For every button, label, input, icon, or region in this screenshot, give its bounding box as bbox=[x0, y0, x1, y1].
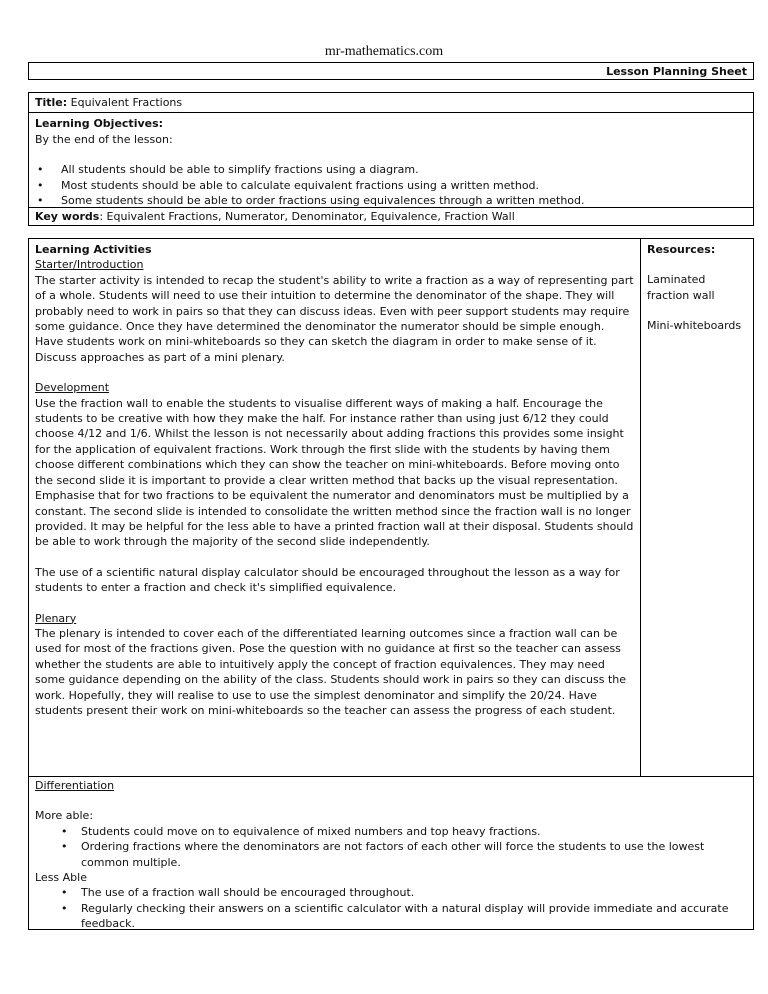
list-item: • All students should be able to simplify fractions using a diagram. bbox=[35, 162, 747, 178]
differentiation-section bbox=[28, 776, 754, 930]
less-able-label: Less Able bbox=[35, 871, 87, 885]
list-item: • The use of a fraction wall should be encouraged throughout. bbox=[35, 885, 747, 900]
resource-item: Mini-whiteboards bbox=[647, 319, 742, 333]
more-able-list bbox=[35, 824, 747, 870]
list-item: • Regularly checking their answers on a scientific calculator with a natural display will provide immediate and accurate feedback. bbox=[35, 901, 747, 932]
list-item: • Some students should be able to order fractions using equivalences through a written method. bbox=[35, 193, 747, 209]
objectives-heading: Learning Objectives: bbox=[35, 117, 164, 130]
site-header: mr-mathematics.com bbox=[324, 44, 444, 59]
keywords-row bbox=[29, 208, 753, 226]
activities-section bbox=[28, 238, 754, 777]
starter-text: The starter activity is intended to recap the student's ability to write a fraction as a way of representing part of a whole. Students will need to use their intuition to determine the denominator of the shape. They will probably need to work in pairs so that they can discuss ideas. Even with peer support students may require some guidance. Once they have determined the denominator the numerator should be simple enough. Have students work on mini-whiteboards so they can sketch the diagram in order to make sense of it. Discuss approaches as part of a mini plenary. bbox=[35, 273, 634, 364]
lesson-title: Equivalent Fractions bbox=[70, 96, 183, 109]
title-label: Title: bbox=[35, 96, 68, 109]
resources-column bbox=[641, 239, 753, 337]
development-heading: Development bbox=[35, 381, 110, 395]
keywords-label: Key words bbox=[35, 210, 100, 223]
lesson-summary bbox=[28, 92, 754, 226]
more-able-label: More able: bbox=[35, 809, 94, 823]
keywords-value: : Equivalent Fractions, Numerator, Denominator, Equivalence, Fraction Wall bbox=[99, 210, 515, 223]
activities-heading: Learning Activities bbox=[35, 243, 152, 256]
less-able-list bbox=[35, 885, 747, 931]
resource-item: Laminated fraction wall bbox=[647, 273, 715, 302]
list-item: • Most students should be able to calculate equivalent fractions using a written method. bbox=[35, 178, 747, 194]
sheet-label: Lesson Planning Sheet bbox=[28, 62, 754, 80]
activities-column bbox=[29, 239, 641, 776]
list-item: • Students could move on to equivalence of mixed numbers and top heavy fractions. bbox=[35, 824, 747, 839]
calculator-text: The use of a scientific natural display calculator should be encouraged throughout the lesson as a way for students to enter a fraction and check it's simplified equivalence. bbox=[35, 565, 620, 595]
resources-heading: Resources: bbox=[647, 243, 716, 256]
development-text: Use the fraction wall to enable the students to visualise different ways of making a half. Encourage the students to be creative with how they make the half. For instance rather than using just 6/12 they could choose 4/12 and 1/6. Whilst the lesson is not necessarily about adding fractions this provides some insight for the application of equivalent fractions. Work through the first slide with the students by having them choose different combinations which they can show the teacher on mini-whiteboards. Before moving onto the second slide it is important to provide a clear written method that backs up the visual representation. Emphasise that for two fractions to be equivalent the numerator and denominators must be multiplied by a constant. The second slide is intended to consolidate the written method since the fraction wall is no longer provided. It may be helpful for the less able to have a printed fraction wall at their disposal. Students should be able to work through the majority of the second slide independently. bbox=[35, 396, 634, 549]
objectives-intro: By the end of the lesson: bbox=[35, 132, 173, 146]
starter-heading: Starter/Introduction bbox=[35, 258, 144, 272]
differentiation-heading: Differentiation bbox=[35, 779, 115, 792]
title-row bbox=[29, 93, 753, 113]
objectives-section bbox=[29, 113, 753, 208]
plenary-heading: Plenary bbox=[35, 611, 77, 625]
list-item: • Ordering fractions where the denominators are not factors of each other will force the students to use the lowest common multiple. bbox=[35, 839, 747, 870]
objectives-list bbox=[35, 162, 747, 209]
plenary-text: The plenary is intended to cover each of the differentiated learning outcomes since a fraction wall can be used for most of the fractions given. Pose the question with no guidance at first so the teacher can assess whether the students are able to intuitively apply the concept of fraction equivalences. They may need some guidance depending on the ability of the class. Students should work in pairs so they can discuss the work. Hopefully, they will realise to use to use the simplest denominator and simplify the 20/24. Have students present their work on mini-whiteboards so the teacher can assess the progress of each student. bbox=[35, 626, 627, 717]
